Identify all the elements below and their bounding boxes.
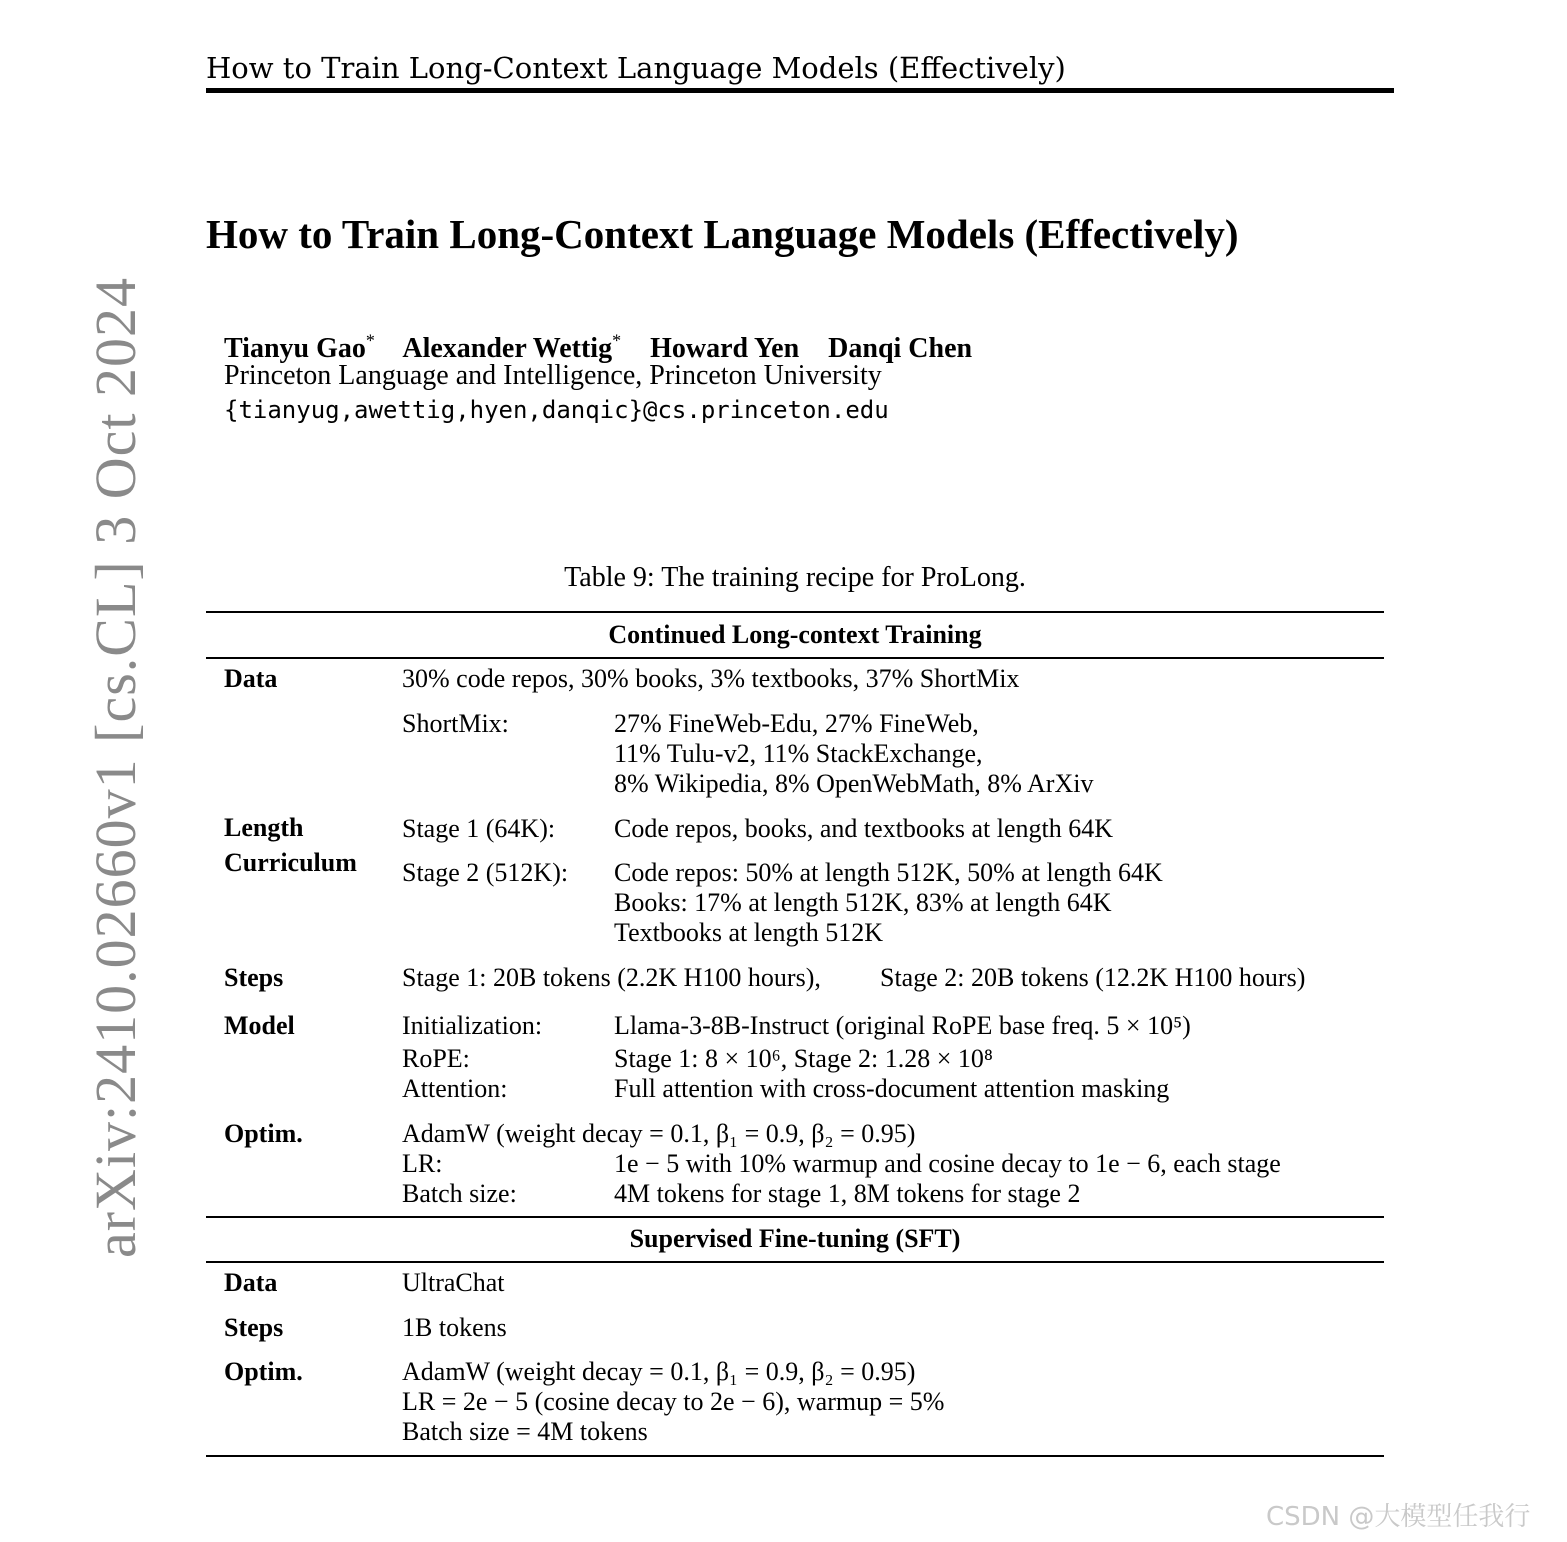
sft-optim-line: LR = 2e − 5 (cosine decay to 2e − 6), warmup = 5%: [402, 1387, 945, 1416]
author: Tianyu Gao*: [224, 331, 375, 365]
table-caption: Table 9: The training recipe for ProLong.: [564, 562, 1026, 593]
sft-data-value: UltraChat: [402, 1268, 505, 1297]
author-emails: {tianyug,awettig,hyen,danqic}@cs.princeton.edu: [224, 396, 889, 424]
batch-value: 4M tokens for stage 1, 8M tokens for stage 2: [614, 1179, 1081, 1208]
shortmix-line: 27% FineWeb-Edu, 27% FineWeb,: [614, 709, 979, 738]
stage2-line: Textbooks at length 512K: [614, 918, 883, 947]
stage2-line: Books: 17% at length 512K, 83% at length 64K: [614, 888, 1112, 917]
section-rule: [206, 1261, 1384, 1263]
row-label-steps: Steps: [224, 963, 284, 992]
author: Alexander Wettig*: [402, 331, 622, 365]
sft-optim-line: Batch size = 4M tokens: [402, 1417, 648, 1446]
shortmix-line: 8% Wikipedia, 8% OpenWebMath, 8% ArXiv: [614, 769, 1094, 798]
stage1-label: Stage 1 (64K):: [402, 814, 556, 843]
row-label-curriculum: Curriculum: [224, 848, 357, 877]
stage2-line: Code repos: 50% at length 512K, 50% at length 64K: [614, 858, 1163, 887]
author: Howard Yen: [650, 333, 800, 365]
sft-steps-value: 1B tokens: [402, 1313, 507, 1342]
header-rule: [206, 88, 1394, 93]
sft-optim-line: AdamW (weight decay = 0.1, β₁ = 0.9, β₂ = 0.95): [402, 1357, 916, 1386]
row-label-model: Model: [224, 1011, 295, 1040]
rope-value: Stage 1: 8 × 10⁶, Stage 2: 1.28 × 10⁸: [614, 1044, 993, 1073]
section-title-sft: Supervised Fine-tuning (SFT): [629, 1224, 961, 1253]
section-rule: [206, 657, 1384, 659]
stage1-value: Code repos, books, and textbooks at length 64K: [614, 814, 1113, 843]
init-value: Llama-3-8B-Instruct (original RoPE base freq. 5 × 10⁵): [614, 1011, 1191, 1040]
csdn-watermark: CSDN @大模型任我行: [1266, 1502, 1531, 1532]
arxiv-stamp: arXiv:2410.02660v1 [cs.CL] 3 Oct 2024: [83, 277, 148, 1258]
shortmix-line: 11% Tulu-v2, 11% StackExchange,: [614, 739, 983, 768]
row-label-steps: Steps: [224, 1313, 284, 1342]
steps-stage2: Stage 2: 20B tokens (12.2K H100 hours): [880, 963, 1306, 992]
row-label-data: Data: [224, 664, 278, 693]
row-label-length: Length: [224, 813, 304, 842]
data-mix-value: 30% code repos, 30% books, 3% textbooks, 37% ShortMix: [402, 664, 1020, 693]
row-label-optim: Optim.: [224, 1357, 303, 1386]
affiliation: Princeton Language and Intelligence, Princeton University: [224, 360, 882, 391]
table-bottom-rule: [206, 1455, 1384, 1457]
author: Danqi Chen: [828, 333, 973, 365]
table-top-rule: [206, 611, 1384, 613]
lr-label: LR:: [402, 1149, 443, 1178]
shortmix-label: ShortMix:: [402, 709, 509, 738]
steps-stage1: Stage 1: 20B tokens (2.2K H100 hours),: [402, 963, 821, 992]
section-rule: [206, 1216, 1384, 1218]
attention-label: Attention:: [402, 1074, 508, 1103]
section-title-continued-training: Continued Long-context Training: [608, 620, 982, 649]
stage2-label: Stage 2 (512K):: [402, 858, 569, 887]
init-label: Initialization:: [402, 1011, 543, 1040]
rope-label: RoPE:: [402, 1044, 470, 1073]
lr-value: 1e − 5 with 10% warmup and cosine decay to 1e − 6, each stage: [614, 1149, 1281, 1178]
paper-title: How to Train Long-Context Language Models (Effectively): [206, 211, 1239, 257]
attention-value: Full attention with cross-document attention masking: [614, 1074, 1170, 1103]
row-label-data: Data: [224, 1268, 278, 1297]
optim-value: AdamW (weight decay = 0.1, β₁ = 0.9, β₂ = 0.95): [402, 1119, 916, 1148]
row-label-optim: Optim.: [224, 1119, 303, 1148]
batch-label: Batch size:: [402, 1179, 517, 1208]
running-header: How to Train Long-Context Language Models (Effectively): [206, 51, 1066, 85]
